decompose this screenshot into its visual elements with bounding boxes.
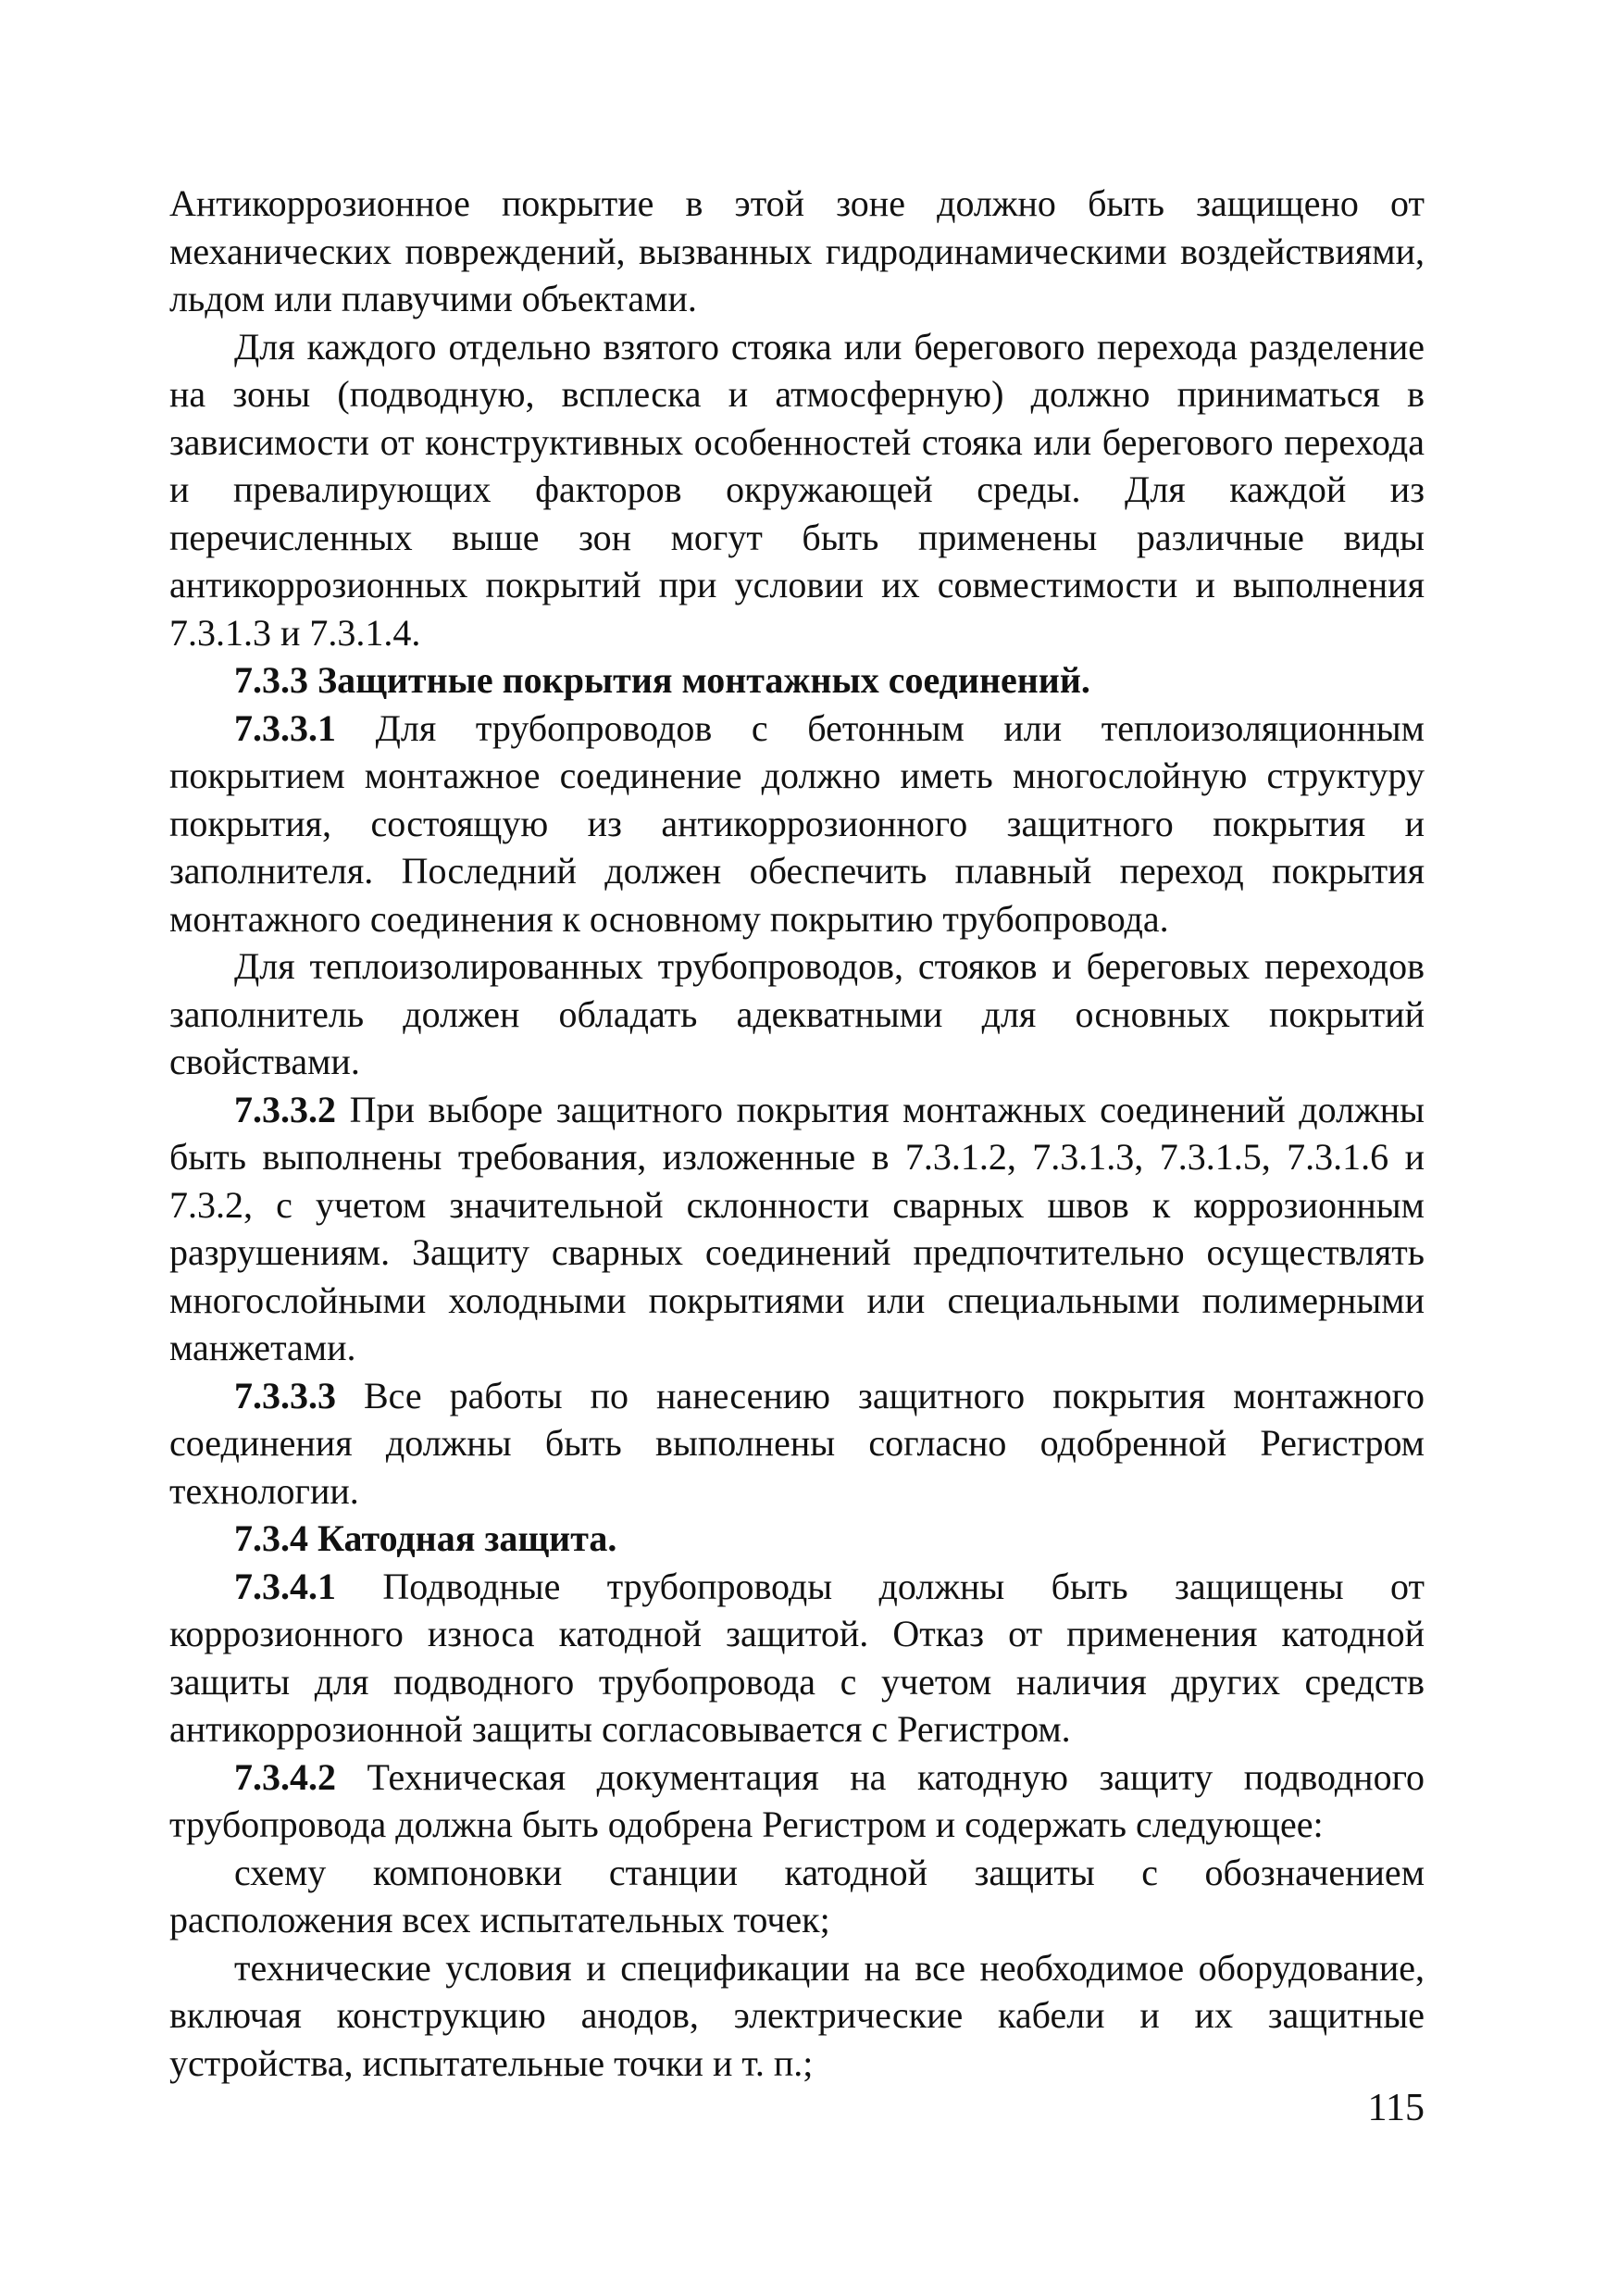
paragraph-p2 [169,323,1425,657]
paragraph-text: При выборе защитного покрытия монтажных соединений должны быть выполнены требования, изложенные в 7.3.1.2, 7.3.1.3, 7.3.1.5, 7.3.1.6 и 7.3.2, с учетом значительной склонности сварных швов к коррозионным разрушениям. Защиту сварных соединений предпочтительно осуществлять многослойными холодными покрытиями или специальными полимерными манжетами. [169,1088,1425,1368]
paragraph-text: Подводные трубопроводы должны быть защищены от коррозионного износа катодной защитой. Отказ от применения катодной защиты для подводного трубопровода с учетом наличия других средств антикоррозионной защиты согласовывается с Регистром. [169,1565,1425,1750]
section-heading-text: 7.3.4 Катодная защита. [234,1517,617,1559]
paragraph-text: Для теплоизолированных трубопроводов, стояков и береговых переходов заполнитель должен обладать адекватными для основных покрытий свойствами. [169,945,1425,1082]
paragraph-text: Для каждого отдельно взятого стояка или берегового перехода разделение на зоны (подводную, всплеска и атмосферную) должно приниматься в зависимости от конструктивных особенностей стояка или берегового перехода и превалирующих факторов окружающей среды. Для каждой из перечисленных выше зон могут быть применены различные виды антикоррозионных покрытий при условии их совместимости и выполнения 7.3.1.3 и 7.3.1.4. [169,325,1425,654]
paragraph-text: Все работы по нанесению защитного покрытия монтажного соединения должны быть выполнены согласно одобренной Регистром технологии. [169,1374,1425,1512]
list-item [169,1944,1425,2088]
paragraph-p1 [169,180,1425,323]
paragraph-text: Антикоррозионное покрытие в этой зоне должно быть защищено от механических повреждений, вызванных гидродинамическими воздействиями, льдом или плавучими объектами. [169,182,1425,319]
clause-number: 7.3.3.3 [234,1374,336,1416]
clause-number: 7.3.3.1 [234,706,336,749]
paragraph-7-3-3-1 [169,705,1425,943]
document-body [169,180,1425,2087]
clause-number: 7.3.4.2 [234,1755,336,1798]
clause-number: 7.3.4.1 [234,1565,336,1607]
clause-number: 7.3.3.2 [234,1088,336,1130]
paragraph-7-3-3-1-continued [169,942,1425,1086]
paragraph-7-3-3-2 [169,1086,1425,1372]
section-heading-7-3-4 [169,1515,1425,1563]
paragraph-7-3-3-3 [169,1372,1425,1516]
list-item-text: схему компоновки станции катодной защиты с обозначением расположения всех испытательных точек; [169,1851,1425,1940]
paragraph-text: Техническая документация на катодную защиту подводного трубопровода должна быть одобрена Регистром и содержать следующее: [169,1755,1425,1845]
paragraph-7-3-4-1 [169,1563,1425,1753]
paragraph-7-3-4-2 [169,1753,1425,1849]
list-item [169,1849,1425,1944]
list-item-text: технические условия и спецификации на все необходимое оборудование, включая конструкцию анодов, электрические кабели и их защитные устройства, испытательные точки и т. п.; [169,1946,1425,2084]
page-number: 115 [1367,2087,1425,2129]
section-heading-text: 7.3.3 Защитные покрытия монтажных соединений. [234,659,1090,701]
paragraph-text: Для трубопроводов с бетонным или теплоизоляционным покрытием монтажное соединение должно иметь многослойную структуру покрытия, состоящую из антикоррозионного защитного покрытия и заполнителя. Последний должен обеспечить плавный переход покрытия монтажного соединения к основному покрытию трубопровода. [169,706,1425,940]
section-heading-7-3-3 [169,656,1425,705]
